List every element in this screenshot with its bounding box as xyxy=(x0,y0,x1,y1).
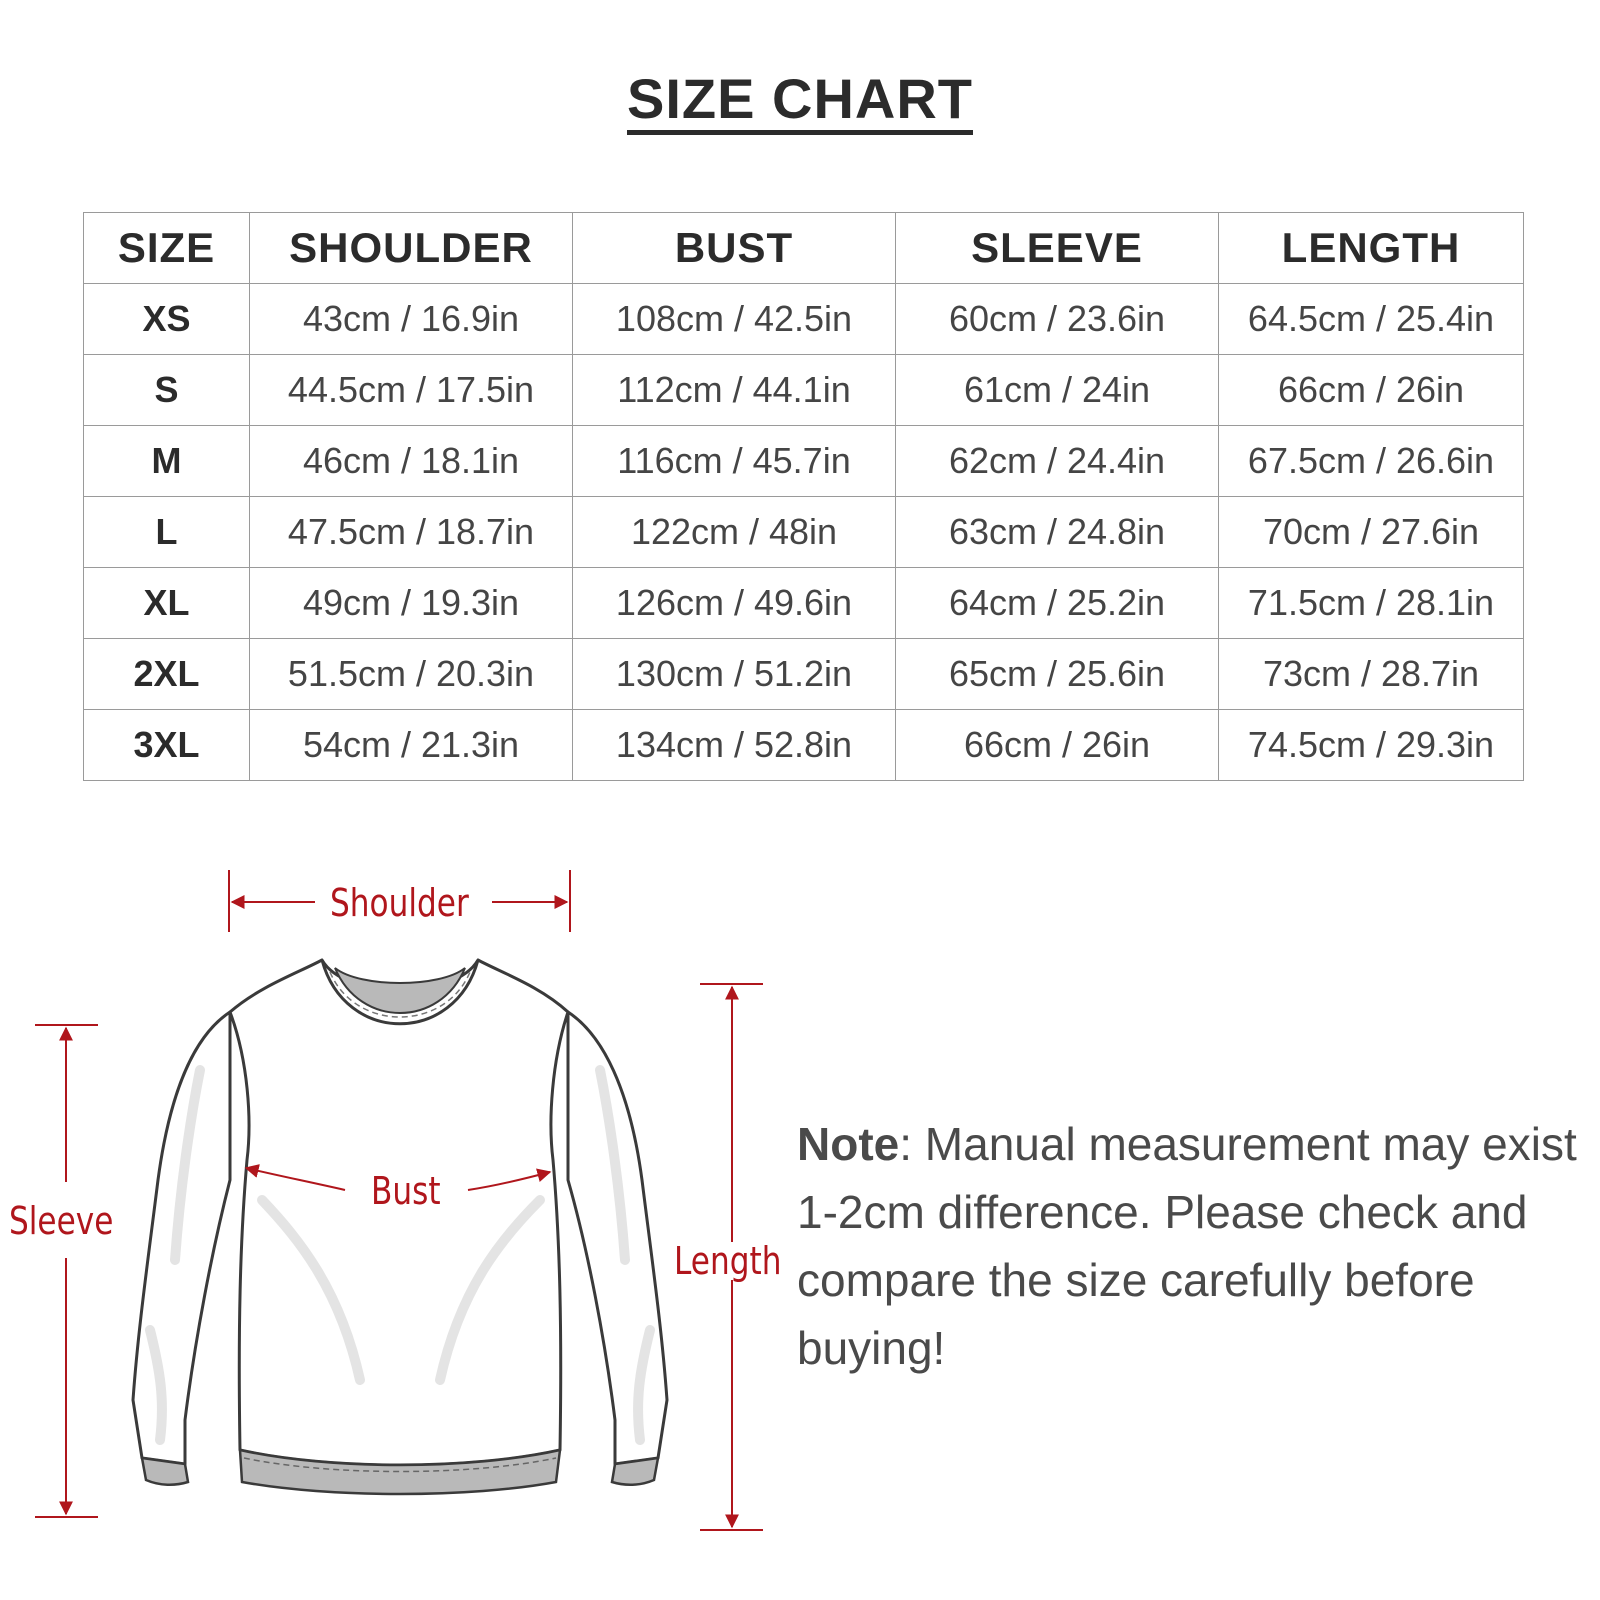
shoulder-cell: 43cm / 16.9in xyxy=(250,284,573,355)
header-shoulder: SHOULDER xyxy=(250,213,573,284)
size-cell: L xyxy=(84,497,250,568)
note-text: : Manual measurement may exist 1-2cm difference. Please check and compare the size carefully before buying! xyxy=(797,1118,1577,1374)
table-header-row xyxy=(84,213,1524,284)
sleeve-cell: 62cm / 24.4in xyxy=(896,426,1219,497)
sleeve-measure xyxy=(35,1025,98,1517)
sleeve-cell: 66cm / 26in xyxy=(896,710,1219,781)
bust-cell: 108cm / 42.5in xyxy=(573,284,896,355)
size-cell: XS xyxy=(84,284,250,355)
shoulder-cell: 51.5cm / 20.3in xyxy=(250,639,573,710)
length-cell: 70cm / 27.6in xyxy=(1219,497,1524,568)
sleeve-cell: 64cm / 25.2in xyxy=(896,568,1219,639)
measurement-note xyxy=(797,1110,1577,1382)
table-row xyxy=(84,284,1524,355)
table-row xyxy=(84,355,1524,426)
table-row xyxy=(84,639,1524,710)
shoulder-label: Shoulder xyxy=(330,881,469,925)
length-cell: 64.5cm / 25.4in xyxy=(1219,284,1524,355)
table-row xyxy=(84,568,1524,639)
shoulder-cell: 49cm / 19.3in xyxy=(250,568,573,639)
length-cell: 67.5cm / 26.6in xyxy=(1219,426,1524,497)
table-row xyxy=(84,426,1524,497)
size-table xyxy=(83,212,1524,781)
table-row xyxy=(84,497,1524,568)
bust-cell: 130cm / 51.2in xyxy=(573,639,896,710)
page-title-text: SIZE CHART xyxy=(627,70,973,135)
size-cell: XL xyxy=(84,568,250,639)
shoulder-cell: 44.5cm / 17.5in xyxy=(250,355,573,426)
sleeve-cell: 60cm / 23.6in xyxy=(896,284,1219,355)
shoulder-cell: 47.5cm / 18.7in xyxy=(250,497,573,568)
length-cell: 74.5cm / 29.3in xyxy=(1219,710,1524,781)
header-size: SIZE xyxy=(84,213,250,284)
bust-cell: 112cm / 44.1in xyxy=(573,355,896,426)
length-cell: 71.5cm / 28.1in xyxy=(1219,568,1524,639)
sleeve-cell: 65cm / 25.6in xyxy=(896,639,1219,710)
bust-cell: 116cm / 45.7in xyxy=(573,426,896,497)
header-length: LENGTH xyxy=(1219,213,1524,284)
size-cell: 3XL xyxy=(84,710,250,781)
note-label: Note xyxy=(797,1118,900,1170)
size-cell: M xyxy=(84,426,250,497)
sleeve-cell: 63cm / 24.8in xyxy=(896,497,1219,568)
shoulder-cell: 54cm / 21.3in xyxy=(250,710,573,781)
bust-label: Bust xyxy=(371,1169,441,1213)
bust-cell: 134cm / 52.8in xyxy=(573,710,896,781)
measurement-diagram xyxy=(0,860,800,1560)
length-label: Length xyxy=(674,1239,782,1283)
length-cell: 66cm / 26in xyxy=(1219,355,1524,426)
size-cell: 2XL xyxy=(84,639,250,710)
bust-cell: 122cm / 48in xyxy=(573,497,896,568)
page-title xyxy=(0,66,1600,135)
sleeve-cell: 61cm / 24in xyxy=(896,355,1219,426)
shoulder-cell: 46cm / 18.1in xyxy=(250,426,573,497)
bust-cell: 126cm / 49.6in xyxy=(573,568,896,639)
sleeve-label: Sleeve xyxy=(9,1199,114,1243)
size-cell: S xyxy=(84,355,250,426)
header-bust: BUST xyxy=(573,213,896,284)
header-sleeve: SLEEVE xyxy=(896,213,1219,284)
length-cell: 73cm / 28.7in xyxy=(1219,639,1524,710)
table-row xyxy=(84,710,1524,781)
